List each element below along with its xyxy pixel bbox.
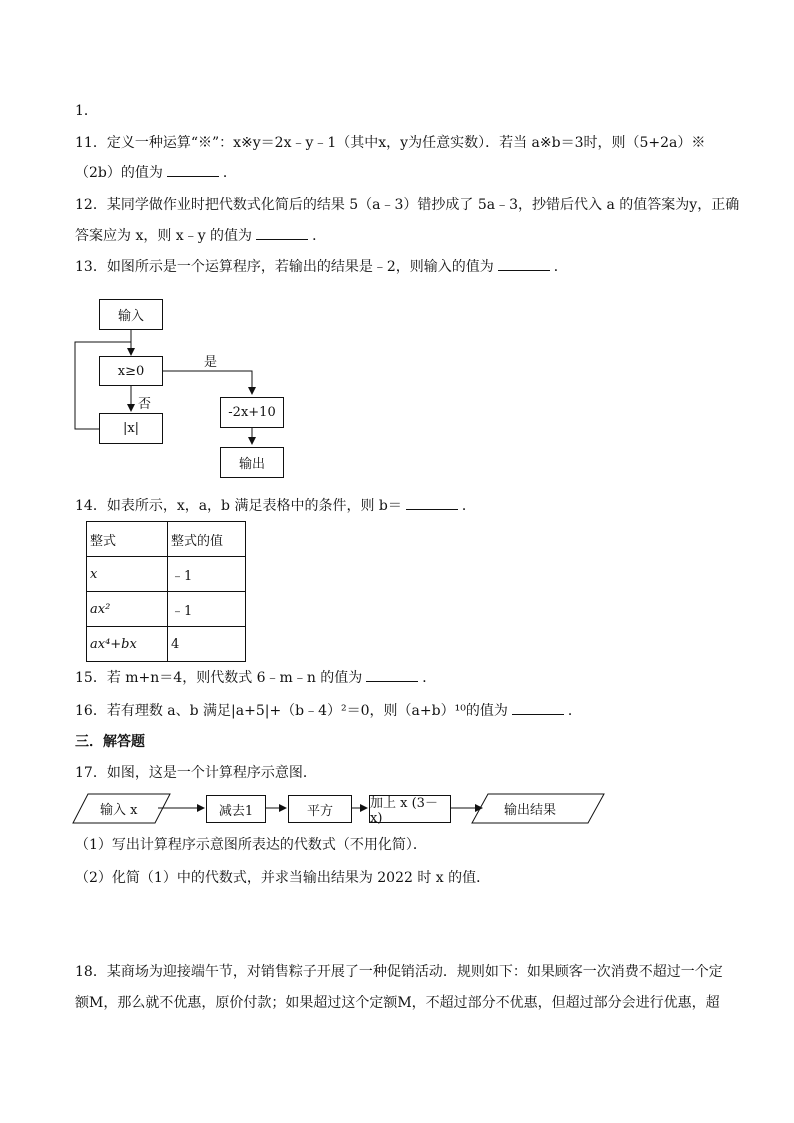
table-header-cell: 整式的值: [168, 522, 246, 557]
table-cell: 4: [168, 627, 246, 662]
q15-text: 15．若 m+n＝4，则代数式 6﹣m﹣n 的值为 ．: [75, 670, 437, 686]
q11-line-2: （2b）的值为 ．: [75, 165, 237, 181]
table-cell: x: [87, 557, 168, 592]
q12-line-1: 12．某同学做作业时把代数式化简后的结果 5（a﹣3）错抄成了 5a﹣3，抄错后代入 a 的值答案为y，正确: [75, 197, 740, 213]
flow-abs-box: |x|: [99, 413, 163, 444]
q12-line-2: 答案应为 x，则 x﹣y 的值为 ．: [75, 228, 327, 244]
q18-line-1: 18．某商场为迎接端午节，对销售粽子开展了一种促销活动．规则如下：如果顾客一次消费不超过一个定: [75, 964, 723, 980]
table-cell: ﹣1: [168, 557, 246, 592]
q18-line-2: 额M，那么就不优惠，原价付款；如果超过这个定额M，不超过部分不优惠，但超过部分会进行优惠，超: [75, 995, 720, 1011]
q13-text: 13．如图所示是一个运算程序，若输出的结果是﹣2，则输入的值为 ．: [75, 259, 568, 275]
q17-sub-2: （2）化简（1）中的代数式，并求当输出结果为 2022 时 x 的值．: [75, 870, 491, 886]
flow-no-label: 否: [138, 397, 152, 412]
q17-sub-1: （1）写出计算程序示意图所表达的代数式（不用化简）．: [75, 837, 427, 853]
flow-step-subtract: 减去1: [206, 795, 266, 823]
flow-input-box: 输入: [99, 299, 163, 330]
flow-calc-box: -2x+10: [220, 397, 284, 428]
flow-input-label: 输入 x: [100, 803, 138, 818]
q16-text: 16．若有理数 a、b 满足|a+5|+（b﹣4）²＝0，则（a+b）¹⁰的值为 ．: [75, 703, 582, 719]
table-cell: ax²: [87, 592, 168, 627]
q14-text: 14．如表所示，x，a，b 满足表格中的条件，则 b＝ ．: [75, 498, 476, 514]
flow-output-label: 输出结果: [504, 803, 557, 818]
table-cell: ﹣1: [168, 592, 246, 627]
flow-output-box: 输出: [220, 447, 284, 478]
table-cell: ax⁴+bx: [87, 627, 168, 662]
flow-yes-label: 是: [204, 355, 218, 370]
q17-text: 17．如图，这是一个计算程序示意图．: [75, 765, 317, 781]
flow-step-square: 平方: [288, 795, 352, 823]
flow-condition-box: x≥0: [99, 356, 163, 386]
flow-step-add: 加上 x (3－x): [369, 795, 451, 823]
section-title: 三．解答题: [75, 734, 145, 750]
table-header-cell: 整式: [87, 522, 168, 557]
q11-line-1: 11．定义一种运算“※”：x※y＝2x﹣y﹣1（其中x，y为任意实数）．若当 a※b＝3时，则（5+2a）※: [75, 135, 706, 151]
question-number-1: 1．: [75, 103, 98, 119]
